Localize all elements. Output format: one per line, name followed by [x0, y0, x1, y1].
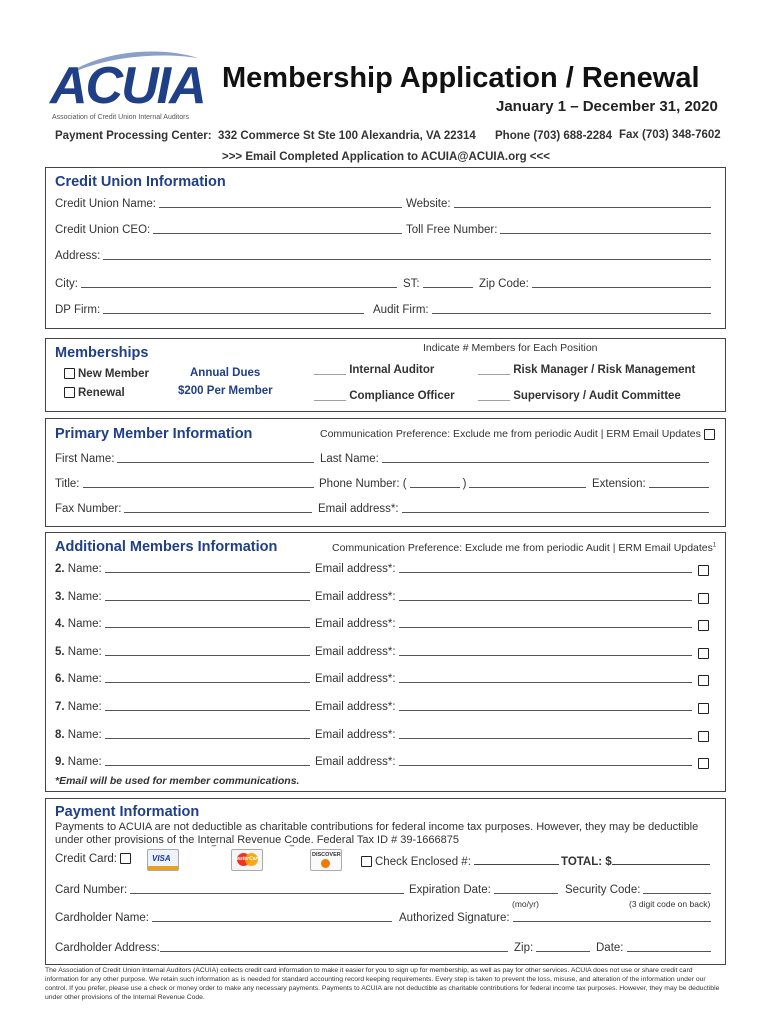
member-exclude-checkbox[interactable] — [698, 758, 709, 769]
additional-member-email-field[interactable] — [315, 756, 695, 768]
additional-member-email-field[interactable] — [315, 701, 695, 713]
phone-label: Phone Number: ( — [319, 478, 407, 490]
credit-card-label: Credit Card: — [55, 853, 117, 865]
member-number: 7. — [55, 701, 65, 713]
first-name-label: First Name: — [55, 453, 115, 465]
primary-exclude-checkbox[interactable] — [704, 429, 715, 440]
page-title: Membership Application / Renewal — [222, 62, 700, 94]
title-field[interactable] — [55, 478, 317, 490]
fax-number: Fax (703) 348-7602 — [619, 129, 721, 141]
additional-member-email-field[interactable] — [315, 729, 695, 741]
additional-member-name-field[interactable] — [55, 646, 313, 658]
member-exclude-checkbox[interactable] — [698, 593, 709, 604]
check-enclosed-checkbox[interactable] — [361, 856, 372, 867]
fax-number-field[interactable] — [55, 503, 315, 515]
signature-label: Authorized Signature: — [399, 912, 510, 924]
member-email-label: Email address*: — [315, 591, 396, 603]
member-exclude-checkbox[interactable] — [698, 565, 709, 576]
title-label: Title: — [55, 478, 80, 490]
new-member-checkbox[interactable] — [64, 368, 75, 379]
member-exclude-checkbox[interactable] — [698, 731, 709, 742]
primary-member-title: Primary Member Information — [55, 426, 253, 442]
memberships-title: Memberships — [55, 345, 149, 361]
cardholder-name-label: Cardholder Name: — [55, 912, 149, 924]
credit-card-option[interactable] — [55, 853, 134, 865]
card-number-field[interactable] — [55, 884, 407, 896]
check-enclosed-option[interactable] — [361, 853, 559, 868]
total-input[interactable] — [612, 853, 710, 865]
security-code-field[interactable] — [565, 884, 714, 896]
indicate-members-note: Indicate # Members for Each Position — [423, 342, 598, 354]
new-member-option[interactable] — [64, 368, 149, 380]
cardholder-address-label: Cardholder Address: — [55, 942, 160, 954]
member-exclude-checkbox[interactable] — [698, 675, 709, 686]
check-enclosed-label: Check Enclosed #: — [375, 856, 471, 868]
payment-zip-label: Zip: — [514, 942, 534, 954]
acuia-logo — [50, 48, 205, 126]
dp-firm-field[interactable] — [55, 304, 367, 316]
additional-member-name-field[interactable] — [55, 673, 313, 685]
additional-member-email-field[interactable] — [315, 591, 695, 603]
card-number-label: Card Number: — [55, 884, 128, 896]
card-separator-2: ‾ — [290, 846, 294, 858]
card-separator-1: ‾ — [212, 846, 216, 858]
toll-free-label: Toll Free Number: — [406, 224, 498, 236]
member-number: 2. — [55, 563, 65, 575]
payment-zip-field[interactable] — [514, 942, 593, 954]
address-field[interactable] — [55, 250, 714, 262]
supervisory-count[interactable]: _____ Supervisory / Audit Committee — [478, 390, 681, 402]
discover-card-icon: DISCOVER — [310, 849, 342, 871]
member-email-label: Email address*: — [315, 729, 396, 741]
credit-card-checkbox[interactable] — [120, 853, 131, 864]
processing-label: Payment Processing Center: — [55, 130, 212, 142]
expiration-label: Expiration Date: — [409, 884, 491, 896]
tax-notice: Payments to ACUIA are not deductible as charitable contributions for federal income tax purposes. However, they may be deductible under other provisions of the Internal Revenue Code. Federal Tax ID # 39-1666875 — [55, 821, 699, 846]
zip-code-label: Zip Code: — [479, 278, 529, 290]
total-label: TOTAL: $ — [561, 856, 612, 868]
dp-firm-label: DP Firm: — [55, 304, 101, 316]
ceo-label: Credit Union CEO: — [55, 224, 151, 236]
new-member-label: New Member — [78, 368, 149, 380]
additional-member-name-field[interactable] — [55, 591, 313, 603]
member-name-label: Name: — [67, 673, 102, 685]
fax-number-label: Fax Number: — [55, 503, 122, 515]
annual-dues-value: $200 Per Member — [178, 385, 273, 397]
member-email-label: Email address*: — [315, 756, 396, 768]
additional-comm-preference: Communication Preference: Exclude me from periodic Audit | ERM Email Updates$^1$ — [332, 542, 717, 554]
toll-free-field[interactable] — [406, 224, 714, 236]
member-name-label: Name: — [67, 618, 102, 630]
phone-number: Phone (703) 688-2284 — [495, 130, 612, 142]
member-email-label: Email address*: — [315, 646, 396, 658]
privacy-disclaimer: The Association of Credit Union Internal Auditors (ACUIA) collects credit card information to make it easier for you to sign up for membership, as well as pay for other services. ACUIA does not use or share credit card information for any other purpose. We retain such information as is needed for standard accounting record keeping requirements. Every step is taken to prevent the loss, misuse, and alteration of the information under our control. If you prefer, please use a check or money order to make any necessary payments. Payments to ACUIA are not deductible as charitable contributions for federal income tax purposes. However, they may be deductible under other provisions of the Internal Revenue Code. — [45, 967, 720, 1001]
cardholder-address-field[interactable] — [55, 942, 511, 954]
mo-yr-hint: (mo/yr) — [512, 899, 539, 909]
additional-member-email-field[interactable] — [315, 618, 695, 630]
member-name-label: Name: — [67, 756, 102, 768]
cardholder-name-field[interactable] — [55, 912, 395, 924]
renewal-checkbox[interactable] — [64, 387, 75, 398]
date-field[interactable] — [596, 942, 714, 954]
visa-card-icon: VISA — [147, 849, 179, 871]
additional-member-email-field[interactable] — [315, 673, 695, 685]
annual-dues-label: Annual Dues — [190, 367, 261, 379]
credit-union-name-field[interactable] — [55, 198, 405, 210]
member-exclude-checkbox[interactable] — [698, 620, 709, 631]
member-email-label: Email address*: — [315, 701, 396, 713]
additional-member-name-field[interactable] — [55, 756, 313, 768]
logo-subtitle: Association of Credit Union Internal Auditors — [52, 114, 189, 121]
member-number: 5. — [55, 646, 65, 658]
audit-firm-field[interactable] — [373, 304, 714, 316]
additional-member-name-field[interactable] — [55, 729, 313, 741]
compliance-officer-label: Compliance Officer — [349, 390, 455, 402]
email-footnote: *Email will be used for member communications. — [55, 775, 300, 787]
additional-member-name-field[interactable] — [55, 701, 313, 713]
renewal-label: Renewal — [78, 387, 125, 399]
member-exclude-checkbox[interactable] — [698, 648, 709, 659]
member-email-label: Email address*: — [315, 563, 396, 575]
primary-email-label: Email address*: — [318, 503, 399, 515]
date-range: January 1 – December 31, 2020 — [496, 98, 718, 115]
security-code-label: Security Code: — [565, 884, 641, 896]
last-name-field[interactable] — [320, 453, 712, 465]
primary-comm-preference: Communication Preference: Exclude me from periodic Audit | ERM Email Updates — [320, 428, 718, 440]
compliance-officer-count[interactable]: _____ Compliance Officer — [314, 390, 455, 402]
credit-union-title: Credit Union Information — [55, 174, 226, 190]
date-label: Date: — [596, 942, 624, 954]
additional-member-name-field[interactable] — [55, 618, 313, 630]
signature-field[interactable] — [399, 912, 714, 924]
phone-field[interactable]: Phone Number: ( ) — [319, 478, 589, 490]
member-number: 4. — [55, 618, 65, 630]
audit-firm-label: Audit Firm: — [373, 304, 429, 316]
risk-manager-label: Risk Manager / Risk Management — [513, 364, 696, 376]
risk-manager-count[interactable]: _____ Risk Manager / Risk Management — [478, 364, 696, 376]
additional-member-email-field[interactable] — [315, 646, 695, 658]
address-label: Address: — [55, 250, 101, 262]
member-name-label: Name: — [67, 591, 102, 603]
zip-code-field[interactable] — [479, 278, 714, 290]
website-field[interactable] — [406, 198, 714, 210]
member-name-label: Name: — [67, 729, 102, 741]
member-number: 3. — [55, 591, 65, 603]
city-label: City: — [55, 278, 78, 290]
ceo-field[interactable] — [55, 224, 405, 236]
website-label: Website: — [406, 198, 451, 210]
additional-member-name-field[interactable] — [55, 563, 313, 575]
first-name-field[interactable] — [55, 453, 317, 465]
state-field[interactable] — [403, 278, 476, 290]
primary-email-field[interactable] — [318, 503, 712, 515]
extension-label: Extension: — [592, 478, 646, 490]
total-field[interactable] — [561, 853, 710, 868]
internal-auditor-label: Internal Auditor — [349, 364, 435, 376]
renewal-option[interactable] — [64, 387, 125, 399]
supervisory-label: Supervisory / Audit Committee — [513, 390, 681, 402]
member-number: 8. — [55, 729, 65, 741]
member-exclude-checkbox[interactable] — [698, 703, 709, 714]
member-email-label: Email address*: — [315, 673, 396, 685]
last-name-label: Last Name: — [320, 453, 379, 465]
expiration-field[interactable] — [409, 884, 561, 896]
extension-field[interactable] — [592, 478, 712, 490]
email-instruction: >>> Email Completed Application to ACUIA@ACUIA.org <<< — [222, 151, 550, 163]
city-field[interactable] — [55, 278, 400, 290]
logo-text: ACUIA — [50, 57, 205, 115]
credit-union-name-label: Credit Union Name: — [55, 198, 156, 210]
mastercard-icon: MasterCard — [231, 849, 263, 871]
member-name-label: Name: — [67, 563, 102, 575]
member-number: 6. — [55, 673, 65, 685]
payment-title: Payment Information — [55, 804, 200, 820]
member-number: 9. — [55, 756, 65, 768]
member-name-label: Name: — [67, 701, 102, 713]
security-code-hint: (3 digit code on back) — [629, 899, 711, 909]
additional-member-email-field[interactable] — [315, 563, 695, 575]
processing-address: 332 Commerce St Ste 100 Alexandria, VA 22314 — [218, 130, 476, 142]
state-label: ST: — [403, 278, 420, 290]
check-number-input[interactable] — [474, 853, 559, 865]
additional-members-title: Additional Members Information — [55, 539, 278, 555]
internal-auditor-count[interactable]: _____ Internal Auditor — [314, 364, 435, 376]
member-email-label: Email address*: — [315, 618, 396, 630]
member-name-label: Name: — [67, 646, 102, 658]
